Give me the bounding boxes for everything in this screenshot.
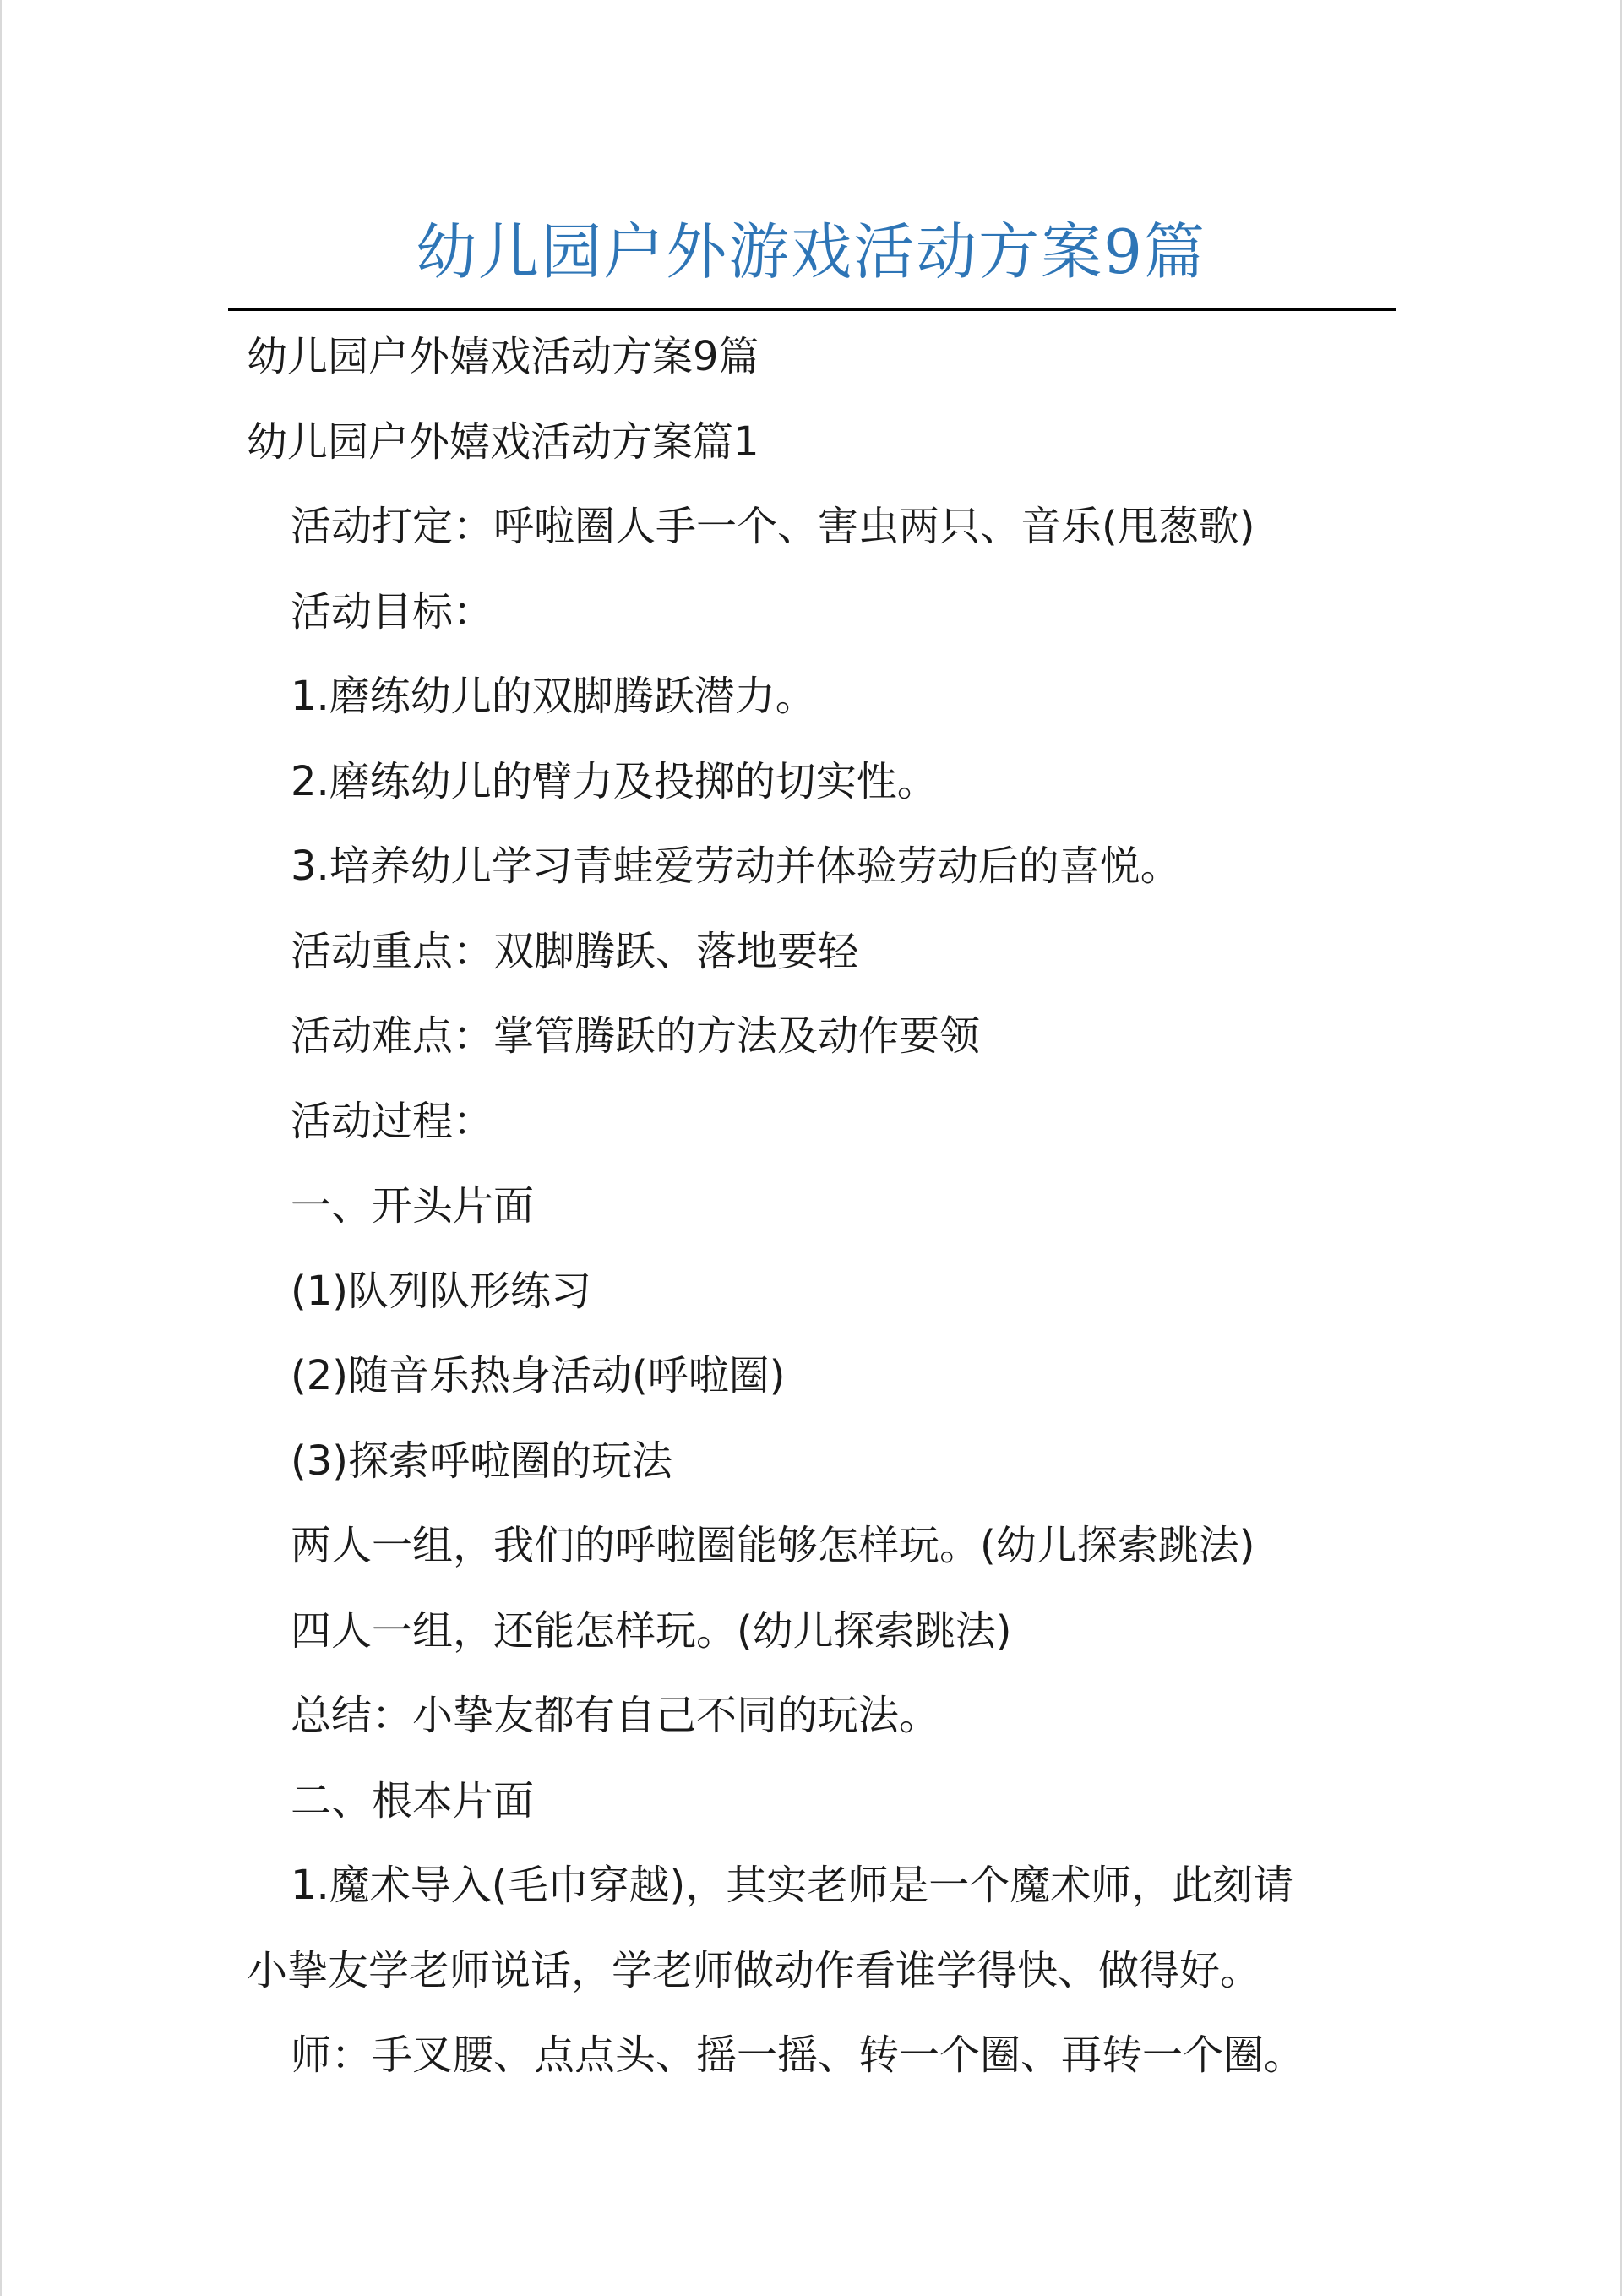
title-rule — [228, 308, 1396, 311]
body-line: 1.魔术导入(毛巾穿越)，其实老师是一个魔术师，此刻请 — [291, 1862, 1294, 1909]
body-line: 两人一组，我们的呼啦圈能够怎样玩。(幼儿探索跳法) — [291, 1522, 1255, 1569]
body-line: 活动目标： — [291, 587, 494, 635]
body-line: 活动难点：掌管腾跃的方法及动作要领 — [291, 1012, 981, 1060]
body-line: 四人一组，还能怎样玩。(幼儿探索跳法) — [291, 1606, 1012, 1655]
body-line: 二、根本片面 — [291, 1776, 535, 1824]
body-line: 总结：小挚友都有自己不同的玩法。 — [291, 1692, 940, 1739]
body-line: 活动过程： — [291, 1097, 494, 1145]
body-line: 2.磨练幼儿的臂力及投掷的切实性。 — [291, 757, 938, 805]
body-line: 师：手叉腰、点点头、摇一摇、转一个圈、再转一个圈。 — [291, 2031, 1305, 2079]
body-line: 幼儿园户外嬉戏活动方案篇1 — [247, 417, 759, 466]
body-line: 3.培养幼儿学习青蛙爱劳动并体验劳动后的喜悦。 — [291, 843, 1181, 890]
body-line: 1.磨练幼儿的双脚腾跃潜力。 — [291, 673, 816, 720]
body-line: 活动打定：呼啦圈人手一个、害虫两只、音乐(甩葱歌) — [291, 503, 1255, 550]
page-border-left — [0, 0, 2, 2296]
body-line: (1)队列队形练习 — [291, 1267, 591, 1315]
body-line: (2)随音乐热身活动(呼啦圈) — [291, 1352, 786, 1399]
body-line: 小挚友学老师说话，学老师做动作看谁学得快、做得好。 — [247, 1946, 1261, 1994]
body-line: (3)探索呼啦圈的玩法 — [291, 1437, 672, 1485]
body-line: 一、开头片面 — [291, 1182, 535, 1230]
document-title: 幼儿园户外游戏活动方案9篇 — [416, 216, 1206, 287]
document-body — [247, 314, 1396, 2098]
body-line: 幼儿园户外嬉戏活动方案9篇 — [247, 333, 759, 380]
body-line: 活动重点：双脚腾跃、落地要轻 — [291, 927, 859, 975]
